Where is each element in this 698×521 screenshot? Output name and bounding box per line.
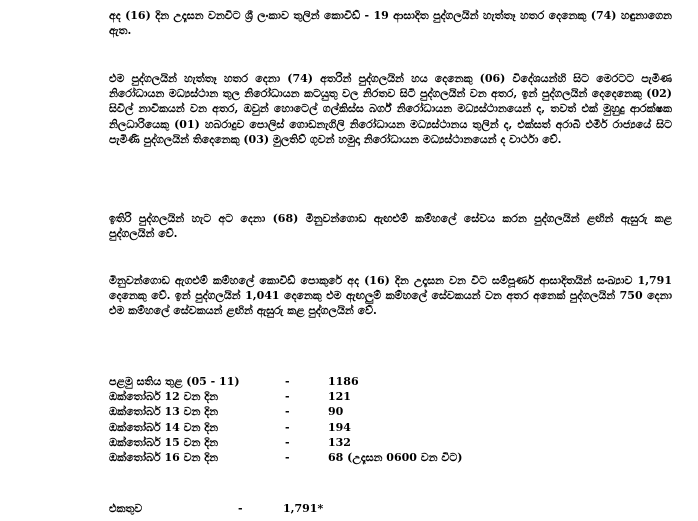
paragraph-cluster: මිනුවන්ගොඩ ඇගළුම් කම්හලේ කොවිඩ් පොකුරේ අද (16) දින උදෑසන වන විට සම්පූර්ණ ආසාදිතයින් සංඛ්‍යාව 1,791 දෙනෙකු වේ. ඉන් පුද්ගලයින් 1,041 දෙනෙකු එම ඇඟලුම් කම්හලේ සේවකයන් වන අතර අනෙක් පුද්ගලයින් 750 දෙනා එම කම්හලේ සේවකයන් ළඟින් ඇසුරු කළ පුද්ගලයින් වේ. [109,274,672,318]
total-value: 1,791* [283,502,324,515]
row-label: ඔක්තෝබර් 16 වන දින [109,450,219,464]
row-label: පළමු සතිය තුළ (05 - 11) [109,375,240,388]
row-label: ඔක්තෝබර් 12 වන දින [109,390,219,404]
row-value: 1186 [328,375,359,388]
total-label: එකතුව [109,502,143,515]
row-label: ඔක්තෝබර් 13 වන දින [109,405,219,419]
row-dash: - [285,450,290,464]
row-value: 90 [328,405,344,419]
row-dash: - [285,375,290,388]
paragraph-summary: අද (16) දින උදෑසන වනවිට ශ්‍රී ලංකාව තුලින් කොවිඩ් - 19 ආසාදිත පුද්ගලයින් හැත්තෑ හතර දෙනෙකු (74) හඳුනාගෙන ඇත. [109,9,672,38]
paragraph-remaining: ඉතිරි පුද්ගලයින් හැට අට දෙනා (68) මිනුවන්ගොඩ ඇඟළුම් කම්හලේ සේවය කරන පුද්ගලයින් ළඟින් ඇසුරු කළ පුද්ගලයින් වේ. [109,212,672,241]
row-dash: - [285,435,290,449]
paragraph-details: එම පුද්ගලයින් හැත්තෑ හතර දෙනා (74) අතරින් පුද්ගලයින් හය දෙනෙකු (06) විදේශයන්හි සිට මෙරටට පැමිණ නිරෝධායන මධ්‍යස්ථාන තුල නිරෝධායන කටයුතු වල නිරතව සිටි පුද්ගලයින් වන අතර, ඉන් පුද්ගලයින් දෙදෙනෙකු (02) සිවිල් නාවිකයන් වන අතර, ඔවුන් හොටෙල් ගල්කිස්ස බර්ග් නිරෝධායන මධ්‍යස්ථානයෙන් ද, තවත් එක් මුහුදු ආරක්ෂක නිලධාරියෙකු (01) හබරාදුව පොලිස් ගොඩනැගිලි නිරෝධායන මධ්‍යස්ථානය තුලින් ද, එක්සත් අරාබි එමීර් රාජ්‍යයේ සිට පැමිණි පුද්ගලයින් තිදෙනෙකු (03) මුලතිව් ගුවන් හමුදා නිරෝධායන මධ්‍යස්ථානයෙන් ද වාර්ථා වේ. [109,72,672,146]
row-value: 194 [328,420,351,434]
row-value: 132 [328,435,351,449]
row-dash: - [285,420,290,434]
row-label: ඔක්තෝබර් 14 වන දින [109,420,219,434]
row-value: 68 (උදෑසන 0600 වන විට) [328,450,463,464]
row-label: ඔක්තෝබර් 15 වන දින [109,435,219,449]
row-value: 121 [328,390,351,404]
row-dash: - [285,390,290,404]
row-dash: - [285,405,290,419]
total-dash: - [238,502,243,515]
total-row [109,501,672,516]
